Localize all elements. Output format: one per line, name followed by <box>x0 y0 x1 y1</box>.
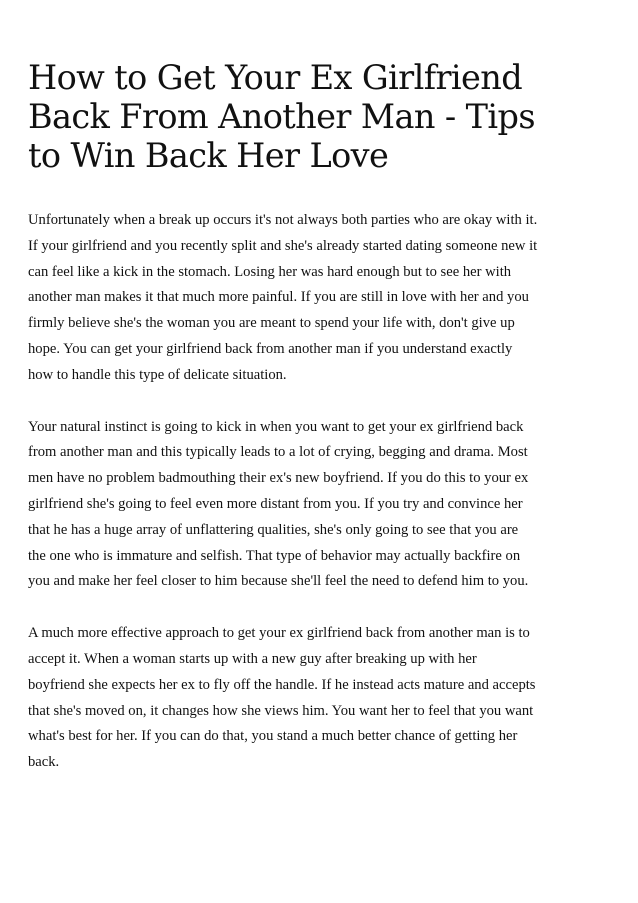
text-line: If your girlfriend and you recently split and she's already started dating someone new it <box>28 237 538 254</box>
text-line: accept it. When a woman starts up with a new guy after breaking up with her <box>28 650 477 667</box>
document-body <box>28 208 600 776</box>
document-page <box>28 58 600 802</box>
title-line: to Win Back Her Love <box>28 136 389 175</box>
text-line: how to handle this type of delicate situation. <box>28 366 287 383</box>
text-line: firmly believe she's the woman you are meant to spend your life with, don't give up <box>28 315 515 332</box>
text-line: what's best for her. If you can do that, you stand a much better chance of getting her <box>28 728 518 745</box>
text-line: back. <box>28 754 60 771</box>
text-line: that he has a huge array of unflattering qualities, she's only going to see that you are <box>28 521 519 538</box>
paragraph-1 <box>28 208 600 389</box>
text-line: men have no problem badmouthing their ex's new boyfriend. If you do this to your ex <box>28 470 529 487</box>
text-line: hope. You can get your girlfriend back from another man if you understand exactly <box>28 340 513 357</box>
text-line: A much more effective approach to get your ex girlfriend back from another man is to <box>28 625 530 642</box>
title-line: Back From Another Man - Tips <box>28 97 535 136</box>
document-title <box>28 58 600 175</box>
text-line: another man makes it that much more painful. If you are still in love with her and you <box>28 289 529 306</box>
text-line: boyfriend she expects her ex to fly off the handle. If he instead acts mature and accepts <box>28 676 536 693</box>
text-line: Your natural instinct is going to kick in when you want to get your ex girlfriend back <box>28 418 524 435</box>
text-line: from another man and this typically leads to a lot of crying, begging and drama. Most <box>28 444 528 461</box>
text-line: girlfriend she's going to feel even more distant from you. If you try and convince her <box>28 495 523 512</box>
text-line: the one who is immature and selfish. That type of behavior may actually backfire on <box>28 547 521 564</box>
paragraph-3 <box>28 621 600 776</box>
text-line: Unfortunately when a break up occurs it's not always both parties who are okay with it. <box>28 212 538 228</box>
title-line: How to Get Your Ex Girlfriend <box>28 58 523 97</box>
text-line: can feel like a kick in the stomach. Losing her was hard enough but to see her with <box>28 263 512 280</box>
text-line: you and make her feel closer to him because she'll feel the need to defend him to you. <box>28 573 529 590</box>
text-line: that she's moved on, it changes how she views him. You want her to feel that you want <box>28 702 534 719</box>
paragraph-2 <box>28 415 600 596</box>
